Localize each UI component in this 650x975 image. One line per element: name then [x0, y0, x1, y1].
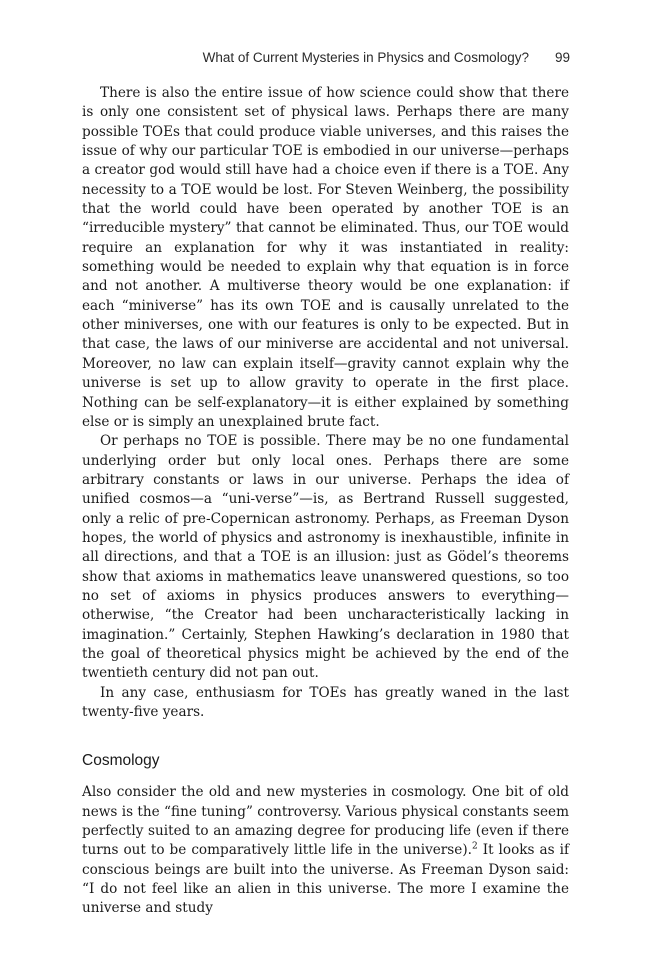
paragraph: Or perhaps no TOE is possible. There may be no one fundamental underlying order but only local ones. Perhaps there are some arbitrary constants or laws in our universe. Perhaps the idea of unified cosmos—a “uni-verse”—is, as Bertrand Russell suggested, only a relic of pre-Copernican astronomy. Perhaps, as Freeman Dyson hopes, the world of physics and astronomy is inexhaustible, infinite in all directions, and that a TOE is an illusion: just as Gödel’s theorems show that axioms in mathematics leave unanswered questions, so too no set of axioms in physics produces answers to everything—otherwise, “the Creator had been uncharacteristically lacking in imagination.” Certainly, Stephen Hawking’s declaration in 1980 that the goal of theoretical physics might be achieved by the end of the twentieth century did not pan out.	[82, 433, 569, 682]
paragraph: There is also the entire issue of how science could show that there is only one consistent set of physical laws. Perhaps there are many possible TOEs that could produce viable universes, and this raises the issue of why our particular TOE is embodied in our universe—perhaps a creator god would still have had a choice even if there is a TOE. Any necessity to a TOE would be lost. For Steven Weinberg, the possibility that the world could have been operated by another TOE is an “irreducible mystery” that cannot be eliminated. Thus, our TOE would require an explanation for why it was instantiated in reality: something would be needed to explain why that equation is in force and not another. A multiverse theory would be one explanation: if each “miniverse” has its own TOE and is causally unrelated to the other miniverses, one with our features is only to be expected. But in that case, the laws of our miniverse are accidental and not universal. Moreover, no law can explain itself—gravity cannot explain why the universe is set up to allow gravity to operate in the first place. Nothing can be self-explanatory—it is either explained by something else or is simply an unexplained brute fact.	[82, 85, 569, 430]
running-head-title: What of Current Mysteries in Physics and Cosmology?	[202, 50, 529, 65]
paragraph	[82, 783, 569, 918]
running-head	[82, 50, 570, 70]
paragraph: In any case, enthusiasm for TOEs has greatly waned in the last twenty-five years.	[82, 684, 569, 720]
footnote-marker[interactable]: 2	[471, 841, 478, 852]
section-heading: Cosmology	[82, 752, 160, 770]
paragraph-text-continued: It looks as if conscious beings are built into the universe. As Freeman Dyson said: “I do not feel like an alien in this universe. The more I examine the universe and study	[82, 842, 569, 917]
body-text	[82, 84, 569, 919]
page-number: 99	[554, 50, 570, 65]
paragraph-text: Also consider the old and new mysteries in cosmology. One bit of old news is the “fine tuning” controversy. Various physical constants seem perfectly suited to an amazing degree for producing life (even if there turns out to be comparatively little life in the universe).	[82, 784, 569, 859]
